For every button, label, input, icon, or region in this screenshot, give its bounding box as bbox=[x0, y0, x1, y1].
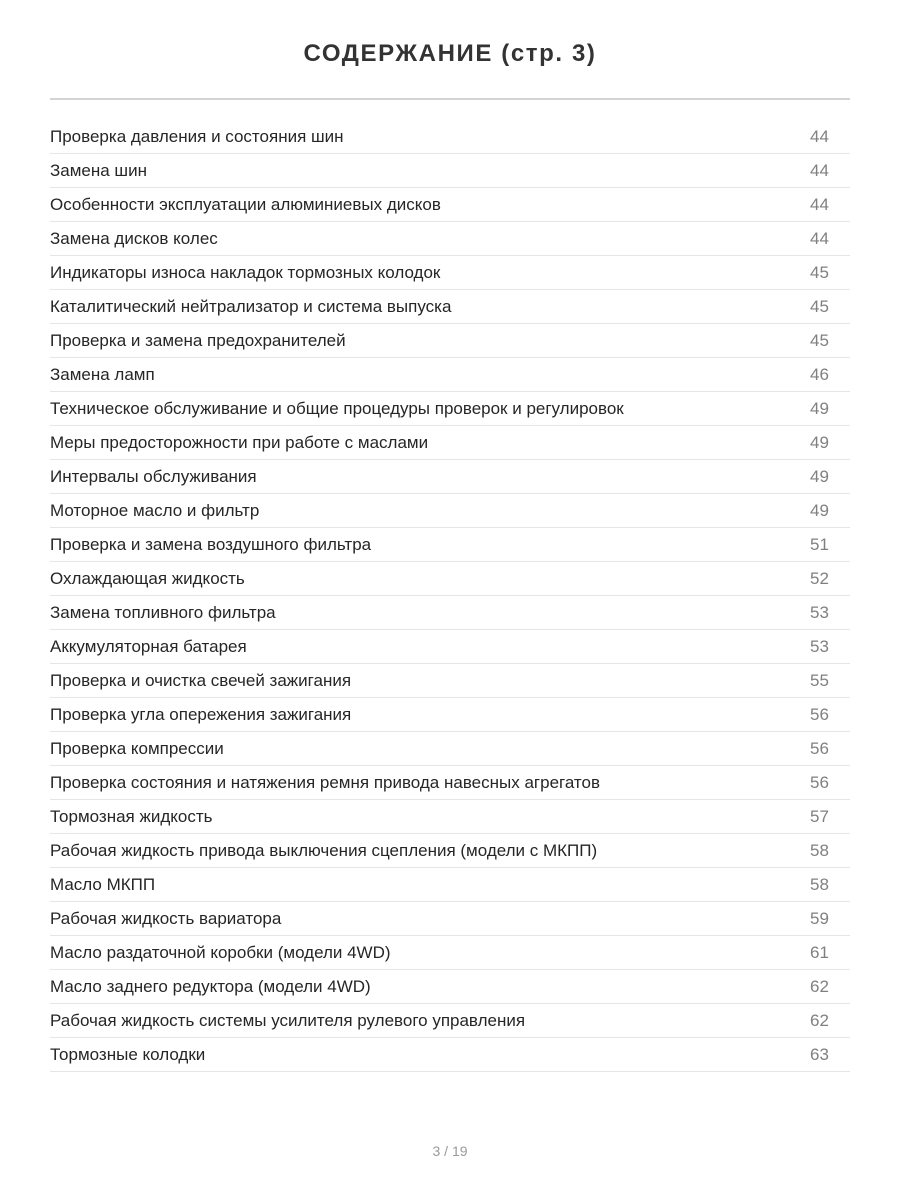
toc-entry-page: 56 bbox=[810, 704, 829, 724]
toc-entry[interactable] bbox=[50, 664, 850, 698]
toc-entry-title: Проверка и очистка свечей зажигания bbox=[50, 670, 352, 690]
page-indicator: 3 / 19 bbox=[432, 1143, 468, 1159]
toc-entry[interactable] bbox=[50, 834, 850, 868]
toc-entry-page: 49 bbox=[810, 500, 829, 520]
toc-entry-title: Охлаждающая жидкость bbox=[50, 568, 245, 588]
toc-entry-title: Проверка состояния и натяжения ремня привода навесных агрегатов bbox=[50, 772, 601, 792]
toc-entry-title: Интервалы обслуживания bbox=[50, 466, 257, 486]
toc-entry-page: 61 bbox=[810, 942, 829, 962]
table-of-contents bbox=[50, 120, 850, 1072]
toc-entry-page: 49 bbox=[810, 466, 829, 486]
toc-entry-title: Рабочая жидкость привода выключения сцепления (модели с МКПП) bbox=[50, 840, 598, 860]
toc-entry-title: Проверка угла опережения зажигания bbox=[50, 704, 352, 724]
page-title: СОДЕРЖАНИЕ (стр. 3) bbox=[303, 40, 597, 67]
toc-entry-title: Замена дисков колес bbox=[50, 228, 218, 248]
toc-entry-title: Тормозная жидкость bbox=[50, 806, 213, 826]
toc-entry-title: Рабочая жидкость системы усилителя рулевого управления bbox=[50, 1010, 526, 1030]
toc-entry-page: 46 bbox=[810, 364, 829, 384]
toc-entry-page: 59 bbox=[810, 908, 829, 928]
toc-entry-page: 62 bbox=[810, 976, 829, 996]
toc-entry[interactable] bbox=[50, 494, 850, 528]
toc-entry[interactable] bbox=[50, 970, 850, 1004]
toc-entry[interactable] bbox=[50, 222, 850, 256]
toc-entry-page: 57 bbox=[810, 806, 829, 826]
toc-entry[interactable] bbox=[50, 154, 850, 188]
toc-entry[interactable] bbox=[50, 732, 850, 766]
toc-entry-page: 63 bbox=[810, 1044, 829, 1064]
toc-entry[interactable] bbox=[50, 324, 850, 358]
toc-entry-page: 62 bbox=[810, 1010, 829, 1030]
toc-entry-page: 45 bbox=[810, 296, 829, 316]
toc-entry[interactable] bbox=[50, 698, 850, 732]
toc-entry[interactable] bbox=[50, 358, 850, 392]
toc-entry[interactable] bbox=[50, 766, 850, 800]
toc-entry-page: 52 bbox=[810, 568, 829, 588]
toc-entry-title: Замена топливного фильтра bbox=[50, 602, 276, 622]
toc-entry-title: Проверка и замена воздушного фильтра bbox=[50, 534, 372, 554]
toc-entry[interactable] bbox=[50, 936, 850, 970]
toc-entry-title: Рабочая жидкость вариатора bbox=[50, 908, 282, 928]
toc-entry[interactable] bbox=[50, 1038, 850, 1072]
toc-entry[interactable] bbox=[50, 902, 850, 936]
title-divider bbox=[50, 98, 850, 100]
toc-entry-title: Проверка давления и состояния шин bbox=[50, 126, 344, 146]
toc-entry-title: Моторное масло и фильтр bbox=[50, 500, 260, 520]
toc-entry[interactable] bbox=[50, 868, 850, 902]
toc-entry-title: Каталитический нейтрализатор и система выпуска bbox=[50, 296, 452, 316]
toc-entry[interactable] bbox=[50, 1004, 850, 1038]
toc-entry-page: 56 bbox=[810, 772, 829, 792]
toc-entry[interactable] bbox=[50, 596, 850, 630]
toc-entry-title: Масло МКПП bbox=[50, 874, 156, 894]
toc-entry-title: Масло раздаточной коробки (модели 4WD) bbox=[50, 942, 391, 962]
toc-entry-title: Тормозные колодки bbox=[50, 1044, 206, 1064]
toc-entry[interactable] bbox=[50, 256, 850, 290]
toc-entry-page: 53 bbox=[810, 602, 829, 622]
toc-entry-page: 58 bbox=[810, 874, 829, 894]
toc-entry-page: 44 bbox=[810, 228, 829, 248]
toc-entry[interactable] bbox=[50, 392, 850, 426]
toc-entry-page: 44 bbox=[810, 194, 829, 214]
toc-entry-page: 44 bbox=[810, 160, 829, 180]
toc-entry[interactable] bbox=[50, 630, 850, 664]
toc-entry[interactable] bbox=[50, 290, 850, 324]
toc-entry[interactable] bbox=[50, 528, 850, 562]
toc-entry-page: 44 bbox=[810, 126, 829, 146]
toc-entry-page: 56 bbox=[810, 738, 829, 758]
toc-entry-page: 45 bbox=[810, 330, 829, 350]
toc-entry[interactable] bbox=[50, 562, 850, 596]
toc-entry[interactable] bbox=[50, 188, 850, 222]
toc-entry[interactable] bbox=[50, 460, 850, 494]
toc-entry-page: 49 bbox=[810, 398, 829, 418]
toc-entry-page: 58 bbox=[810, 840, 829, 860]
toc-entry-page: 51 bbox=[810, 534, 829, 554]
toc-entry-title: Проверка и замена предохранителей bbox=[50, 330, 346, 350]
toc-entry-title: Замена шин bbox=[50, 160, 147, 180]
toc-entry-title: Замена ламп bbox=[50, 364, 155, 384]
toc-entry-title: Меры предосторожности при работе с маслами bbox=[50, 432, 429, 452]
toc-entry-title: Проверка компрессии bbox=[50, 738, 224, 758]
toc-entry-title: Особенности эксплуатации алюминиевых дисков bbox=[50, 194, 441, 214]
toc-entry-page: 53 bbox=[810, 636, 829, 656]
toc-entry-page: 49 bbox=[810, 432, 829, 452]
toc-entry-page: 55 bbox=[810, 670, 829, 690]
toc-entry[interactable] bbox=[50, 800, 850, 834]
toc-entry[interactable] bbox=[50, 120, 850, 154]
toc-entry[interactable] bbox=[50, 426, 850, 460]
toc-entry-page: 45 bbox=[810, 262, 829, 282]
toc-entry-title: Техническое обслуживание и общие процедуры проверок и регулировок bbox=[50, 398, 624, 418]
toc-entry-title: Аккумуляторная батарея bbox=[50, 636, 247, 656]
toc-entry-title: Индикаторы износа накладок тормозных колодок bbox=[50, 262, 441, 282]
toc-entry-title: Масло заднего редуктора (модели 4WD) bbox=[50, 976, 371, 996]
